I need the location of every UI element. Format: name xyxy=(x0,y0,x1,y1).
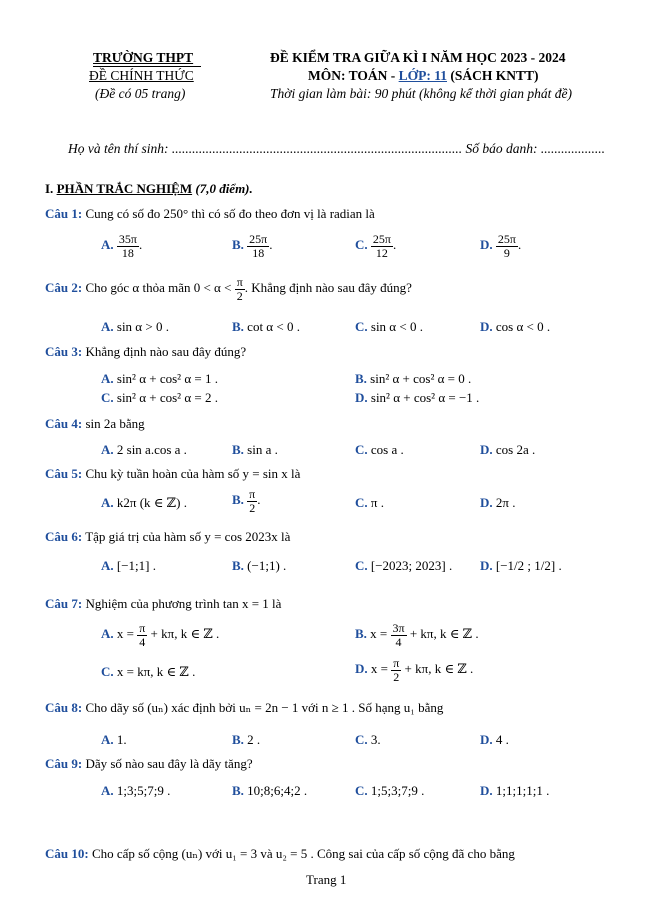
q9-option-b: B. 10;8;6;4;2 . xyxy=(232,783,308,798)
page-count: (Đề có 05 trang) xyxy=(95,86,186,101)
q5-option-d: D. 2π . xyxy=(480,495,516,510)
q7-option-a: A. x = $\frac{\pi}{4}$ + kπ, k ∈ ℤ . xyxy=(101,621,220,649)
header-rule xyxy=(93,66,201,67)
question-3: Câu 3: Khẳng định nào sau đây đúng? xyxy=(45,344,247,359)
question-8: Câu 8: Cho dãy số (uₙ) xác định bởi uₙ = 2n − 1 với n ≥ 1 . Số hạng u₁ bằng xyxy=(45,700,444,715)
q6-option-b: B. (−1;1) . xyxy=(232,558,287,573)
student-info-line: Họ và tên thí sinh: ...................................................................................... Số báo danh: ................... xyxy=(68,141,605,156)
exam-title: ĐỀ KIỂM TRA GIỮA KÌ I NĂM HỌC 2023 - 2024 xyxy=(270,50,566,65)
question-4: Câu 4: sin 2a bằng xyxy=(45,416,145,431)
q4-option-a: A. 2 sin a.cos a . xyxy=(101,442,187,457)
q1-option-d: D. $\frac{25\pi}{9}$ . xyxy=(480,232,522,260)
q1-option-c: C. $\frac{25\pi}{12}$ . xyxy=(355,232,397,260)
q7-option-b: B. x = $\frac{3\pi}{4}$ + kπ, k ∈ ℤ . xyxy=(355,621,479,649)
question-2: Câu 2: Cho góc α thỏa mãn 0 < α < $\frac{\pi}{2}$ . Khẳng định nào sau đây đúng? xyxy=(45,275,412,303)
question-10: Câu 10: Cho cấp số cộng (uₙ) với u₁ = 3 và u₂ = 5 . Công sai của cấp số cộng đã cho bằng xyxy=(45,846,515,861)
question-9: Câu 9: Dãy số nào sau đây là dãy tăng? xyxy=(45,756,253,771)
q4-option-b: B. sin a . xyxy=(232,442,278,457)
q4-option-d: D. cos 2a . xyxy=(480,442,536,457)
q4-option-c: C. cos a . xyxy=(355,442,404,457)
q8-option-d: D. 4 . xyxy=(480,732,509,747)
school-name: TRƯỜNG THPT xyxy=(93,50,194,65)
q2-option-a: A. sin α > 0 . xyxy=(101,319,169,334)
q2-option-b: B. cot α < 0 . xyxy=(232,319,300,334)
q3-option-b: B. sin² α + cos² α = 0 . xyxy=(355,371,472,386)
q6-option-d: D. [−1/2 ; 1/2] . xyxy=(480,558,562,573)
q9-option-a: A. 1;3;5;7;9 . xyxy=(101,783,171,798)
q7-option-d: D. x = $\frac{\pi}{2}$ + kπ, k ∈ ℤ . xyxy=(355,656,474,684)
q8-option-b: B. 2 . xyxy=(232,732,261,747)
q5-option-b: B. $\frac{\pi}{2}$ . xyxy=(232,487,261,515)
question-7: Câu 7: Nghiệm của phương trình tan x = 1 là xyxy=(45,596,282,611)
q9-option-d: D. 1;1;1;1;1 . xyxy=(480,783,550,798)
q2-option-c: C. sin α < 0 . xyxy=(355,319,423,334)
q3-option-d: D. sin² α + cos² α = −1 . xyxy=(355,390,480,405)
q9-option-c: C. 1;5;3;7;9 . xyxy=(355,783,425,798)
q3-option-c: C. sin² α + cos² α = 2 . xyxy=(101,390,218,405)
q3-option-a: A. sin² α + cos² α = 1 . xyxy=(101,371,218,386)
q2-option-d: D. cos α < 0 . xyxy=(480,319,551,334)
question-6: Câu 6: Tập giá trị của hàm số y = cos 2023x là xyxy=(45,529,291,544)
q6-option-a: A. [−1;1] . xyxy=(101,558,156,573)
q8-option-c: C. 3. xyxy=(355,732,381,747)
subject-line: MÔN: TOÁN - LỚP: 11 (SÁCH KNTT) xyxy=(308,68,539,83)
question-1: Câu 1: Cung có số đo 250° thì có số đo theo đơn vị là radian là xyxy=(45,206,375,221)
question-5: Câu 5: Chu kỳ tuần hoàn của hàm số y = sin x là xyxy=(45,466,301,481)
grade-link: LỚP: 11 xyxy=(398,68,448,83)
q5-option-a: A. k2π (k ∈ ℤ) . xyxy=(101,495,187,510)
time-limit: Thời gian làm bài: 90 phút (không kể thời gian phát đề) xyxy=(270,86,573,101)
q1-option-b: B. $\frac{25\pi}{18}$ . xyxy=(232,232,273,260)
q5-option-c: C. π . xyxy=(355,495,384,510)
q7-option-c: C. x = kπ, k ∈ ℤ . xyxy=(101,664,196,679)
page-number: Trang 1 xyxy=(306,872,347,887)
q6-option-c: C. [−2023; 2023] . xyxy=(355,558,453,573)
q1-option-a: A. $\frac{35\pi}{18}$ . xyxy=(101,232,143,260)
official-label: ĐỀ CHÍNH THỨC xyxy=(89,68,194,83)
section-heading: I. PHẦN TRẮC NGHIỆM (7,0 điểm). xyxy=(45,181,253,196)
q8-option-a: A. 1. xyxy=(101,732,127,747)
